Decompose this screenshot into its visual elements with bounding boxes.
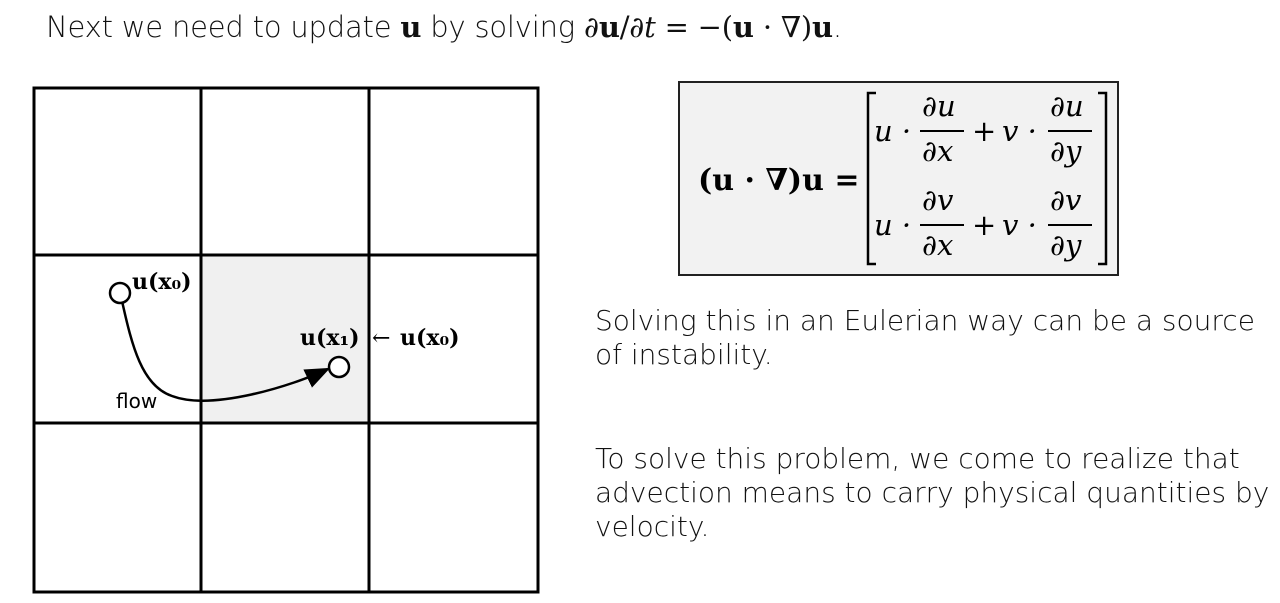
row1-term2-den: ∂y: [1050, 134, 1082, 168]
row1-term2-coef: v ·: [1002, 114, 1037, 148]
title-prefix: Next we need to update: [46, 10, 401, 44]
paragraph-advection-meaning: To solve this problem, we come to realize that advection means to carry physical quantities by velocity.: [595, 442, 1270, 543]
row1-term1-den: ∂x: [922, 134, 954, 168]
row2-term2-den: ∂y: [1050, 228, 1082, 262]
grid-diagram: [32, 86, 540, 594]
end-point-circle: [329, 357, 349, 377]
title-equals: = −(: [655, 10, 733, 44]
title-u-3: u: [812, 10, 833, 44]
row1-term1-num: ∂u: [922, 89, 956, 123]
start-point-circle: [110, 283, 130, 303]
title-u-2: u: [732, 10, 754, 44]
title-middle: by solving: [421, 10, 585, 44]
row2-term2-num: ∂v: [1050, 183, 1082, 217]
right-bracket: [1098, 93, 1106, 264]
title-bold-u: u: [400, 10, 422, 44]
title-partial-1: ∂: [584, 10, 599, 44]
equation-svg: [680, 83, 1117, 274]
row1-term2-num: ∂u: [1050, 89, 1084, 123]
row2-term2-coef: v ·: [1002, 208, 1037, 242]
title-t: t: [644, 10, 656, 44]
row2-plus: +: [972, 208, 997, 242]
label-u-x0-assigned: u(x₀): [400, 325, 460, 351]
grid-svg: [32, 86, 540, 594]
equation-lhs: (u · ∇)u =: [698, 163, 860, 198]
paragraph-eulerian-instability: Solving this in an Eulerian way can be a source of instability.: [595, 304, 1255, 371]
title-dot-nabla: · ∇): [753, 10, 813, 44]
label-u-x1: u(x₁): [300, 325, 360, 351]
title-slash: /: [619, 10, 630, 44]
left-arrow-glyph: ←: [372, 326, 391, 351]
row2-term1-num: ∂v: [922, 183, 954, 217]
title-period: .: [832, 10, 842, 44]
title-u-1: u: [598, 10, 620, 44]
equation-box: [678, 81, 1119, 276]
row2-term1-den: ∂x: [922, 228, 954, 262]
flow-label: flow: [116, 389, 158, 413]
slide-title: [46, 10, 842, 44]
row1-term1-coef: u ·: [874, 114, 912, 148]
row1-plus: +: [972, 114, 997, 148]
label-u-x0-start: u(x₀): [132, 269, 192, 295]
title-partial-2: ∂: [629, 10, 645, 44]
row2-term1-coef: u ·: [874, 208, 912, 242]
